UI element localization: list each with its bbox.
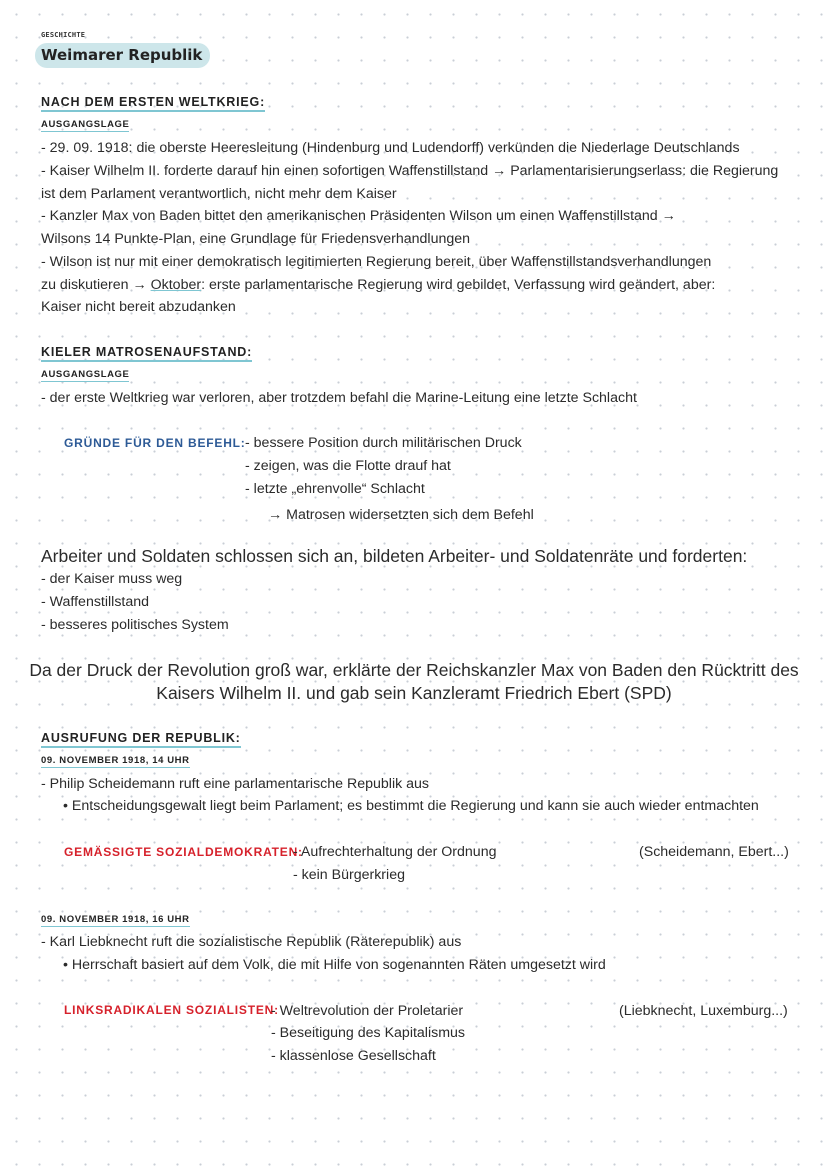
- moderate-names: (Scheidemann, Ebert...): [639, 844, 789, 860]
- text-line: - Karl Liebknecht ruft die sozialistische Republik (Räterepublik) aus: [41, 934, 462, 950]
- text-fragment: zu diskutieren →: [41, 277, 151, 293]
- radical-item: - klassenlose Gesellschaft: [271, 1048, 436, 1064]
- section-heading-kiel-mutiny: KIELER MATROSENAUFSTAND:: [41, 345, 252, 362]
- moderate-item: - kein Bürgerkrieg: [293, 867, 405, 883]
- page-title: Weimarer Republik: [35, 43, 210, 68]
- reason-item: - letzte „ehrenvolle“ Schlacht: [245, 481, 425, 497]
- revolution-line: Da der Druck der Revolution groß war, erklärte der Reichskanzler Max von Baden den Rücktritt des: [29, 660, 799, 680]
- radical-item: - Beseitigung des Kapitalismus: [271, 1025, 465, 1041]
- section-heading-post-war: NACH DEM ERSTEN WELTKRIEG:: [41, 95, 265, 112]
- radical-names: (Liebknecht, Luxemburg...): [619, 1003, 788, 1019]
- revolution-line: Kaisers Wilhelm II. und gab sein Kanzleramt Friedrich Ebert (SPD): [156, 683, 672, 703]
- subheading-date-14: 09. NOVEMBER 1918, 14 UHR: [41, 755, 190, 766]
- demand-item: - besseres politisches System: [41, 617, 229, 633]
- demand-item: - der Kaiser muss weg: [41, 571, 183, 587]
- consequence-line: → Matrosen widersetzten sich dem Befehl: [268, 507, 534, 523]
- left-radical-socialists-label: LINKSRADIKALEN SOZIALISTEN:: [64, 1003, 279, 1017]
- reason-item: - zeigen, was die Flotte drauf hat: [245, 458, 451, 474]
- subheading-initial-situation: AUSGANGSLAGE: [41, 369, 130, 380]
- text-line: - Philip Scheidemann ruft eine parlamentarische Republik aus: [41, 776, 430, 792]
- subject-label: GESCHICHTE: [41, 31, 86, 39]
- underlined-month: Oktober: [150, 277, 202, 293]
- text-line: - 29. 09. 1918: die oberste Heeresleitung (Hindenburg und Ludendorff) verkünden die Niederlage Deutschlands: [41, 140, 740, 156]
- text-line: Kaiser nicht bereit abzudanken: [41, 299, 236, 315]
- reasons-label: GRÜNDE FÜR DEN BEFEHL:: [64, 436, 246, 450]
- subheading-date-16: 09. NOVEMBER 1918, 16 UHR: [41, 914, 190, 925]
- text-fragment: : erste parlamentarische Regierung wird gebildet, Verfassung wird geändert, aber:: [201, 277, 716, 293]
- radical-item: - Weltrevolution der Proletarier: [271, 1003, 464, 1019]
- reason-item: - bessere Position durch militärischen Druck: [245, 435, 522, 451]
- section-heading-proclamation: AUSRUFUNG DER REPUBLIK:: [41, 731, 241, 748]
- demand-item: - Waffenstillstand: [41, 594, 150, 610]
- text-line: ist dem Parlament verantwortlich, nicht mehr dem Kaiser: [41, 186, 397, 202]
- moderate-item: - Aufrechterhaltung der Ordnung: [293, 844, 497, 860]
- text-line: - Kaiser Wilhelm II. forderte darauf hin einen sofortigen Waffenstillstand → Parlamentarisierungserlass: die Regierung: [41, 163, 779, 179]
- text-line: - Kanzler Max von Baden bittet den amerikanischen Präsidenten Wilson um einen Waffenstillstand →: [41, 208, 676, 224]
- moderate-social-democrats-label: GEMÄSSIGTE SOZIALDEMOKRATEN:: [64, 845, 303, 859]
- text-line: [41, 276, 715, 294]
- bullet-line: • Herrschaft basiert auf dem Volk, die mit Hilfe von sogenannten Räten umgesetzt wird: [63, 957, 606, 973]
- text-line: Wilsons 14 Punkte-Plan, eine Grundlage für Friedensverhandlungen: [41, 231, 471, 247]
- bullet-line: • Entscheidungsgewalt liegt beim Parlament; es bestimmt die Regierung und kann sie auch wieder entmachten: [63, 798, 759, 814]
- text-line: - der erste Weltkrieg war verloren, aber trotzdem befahl die Marine-Leitung eine letzte Schlacht: [41, 390, 637, 406]
- workers-statement: Arbeiter und Soldaten schlossen sich an, bildeten Arbeiter- und Soldatenräte und forderten:: [41, 546, 748, 566]
- text-line: - Wilson ist nur mit einer demokratisch legitimierten Regierung bereit, über Waffenstillstandsverhandlungen: [41, 254, 712, 270]
- subheading-initial-situation: AUSGANGSLAGE: [41, 119, 130, 130]
